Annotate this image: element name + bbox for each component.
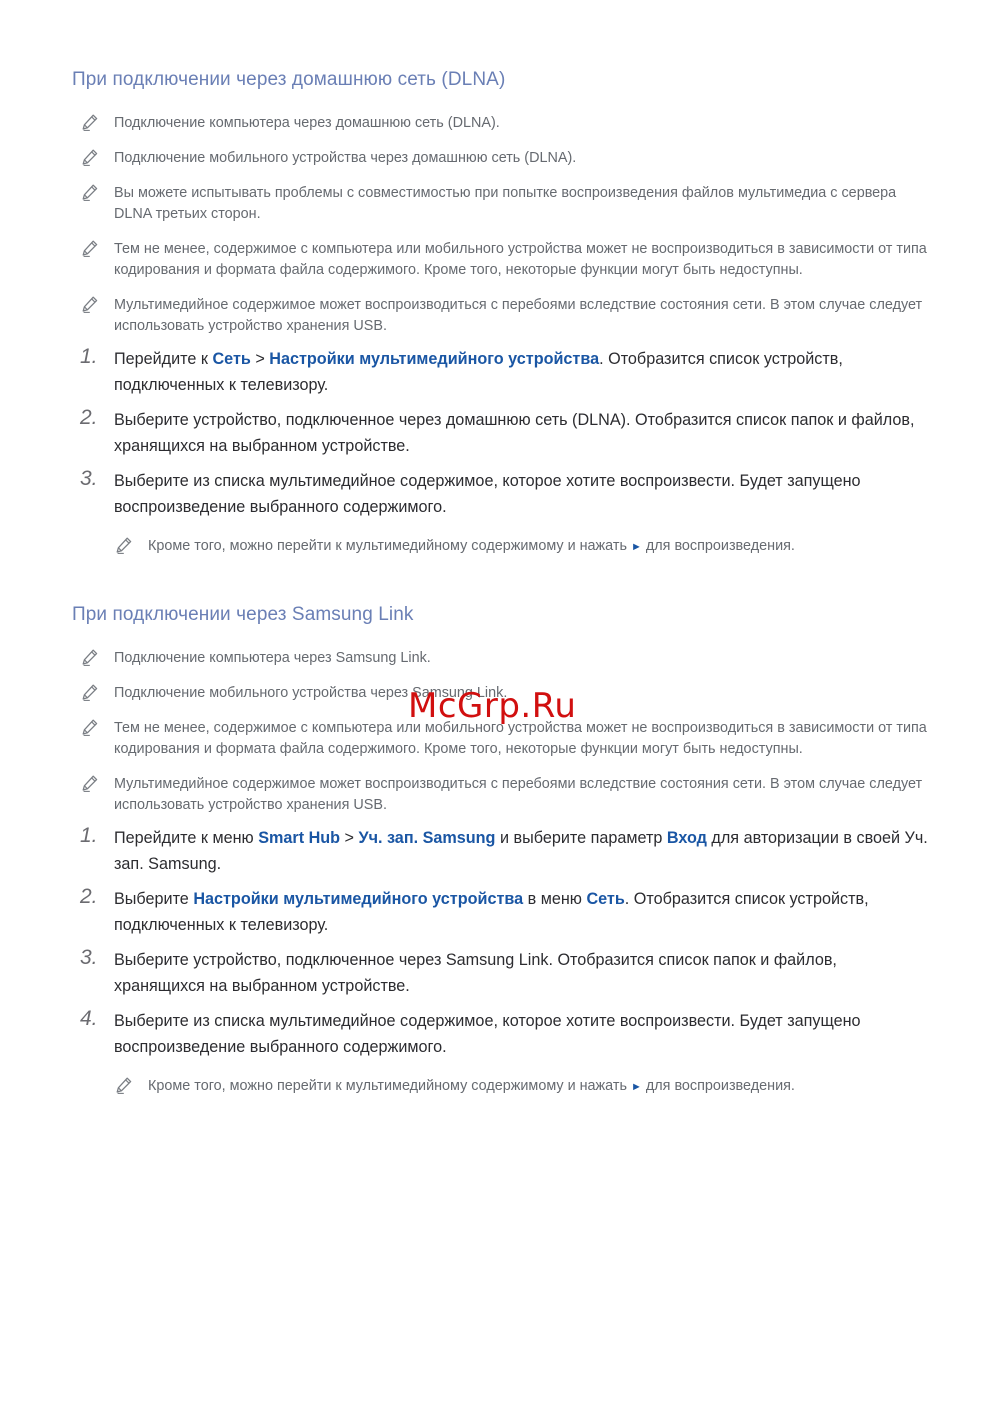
step-text: Выберите устройство, подключенное через домашнюю сеть (DLNA). Отобразится список папок и файлов, хранящихся на выбранном устройстве. bbox=[114, 411, 915, 455]
menu-link-network[interactable]: Сеть bbox=[212, 350, 251, 368]
note-text: Вы можете испытывать проблемы с совместимостью при попытке воспроизведения файлов мультимедиа с сервера DLNA третьих сторон. bbox=[114, 185, 897, 222]
note-item bbox=[80, 774, 930, 816]
step-item bbox=[80, 407, 930, 459]
pencil-icon bbox=[80, 239, 100, 259]
step-text-part: Выберите bbox=[114, 890, 194, 908]
note-text: Подключение компьютера через домашнюю сеть (DLNA). bbox=[114, 115, 500, 131]
note-text: Мультимедийное содержимое может воспроизводиться с перебоями вследствие состояния сети. В этом случае следует использовать устройство хранения USB. bbox=[114, 297, 923, 334]
menu-link-media-device-settings[interactable]: Настройки мультимедийного устройства bbox=[269, 350, 600, 368]
menu-link-smart-hub[interactable]: Smart Hub bbox=[258, 829, 341, 847]
step-text bbox=[114, 886, 930, 938]
pencil-icon bbox=[114, 536, 134, 556]
step-text: Выберите из списка мультимедийное содержимое, которое хотите воспроизвести. Будет запущено воспроизведение выбранного содержимого. bbox=[114, 472, 861, 516]
note-item bbox=[80, 239, 930, 281]
note-text: Тем не менее, содержимое с компьютера или мобильного устройства может не воспроизводиться в зависимости от типа кодирования и формата файла содержимого. Кроме того, некоторые функции могут быть недоступны. bbox=[114, 720, 927, 757]
note-text-part: для воспроизведения. bbox=[641, 538, 795, 554]
step-text-part: . Отобразится список устройств, подключенных к телевизору. bbox=[114, 350, 843, 394]
step-number: 3. bbox=[80, 467, 98, 490]
step-item bbox=[80, 886, 930, 938]
watermark: McGrp.Ru bbox=[408, 686, 577, 726]
pencil-icon bbox=[80, 718, 100, 738]
section-heading-dlna: При подключении через домашнюю сеть (DLNA) bbox=[72, 69, 506, 90]
note-text: Подключение мобильного устройства через Samsung Link. bbox=[114, 685, 508, 701]
play-triangle-icon: ► bbox=[630, 1081, 642, 1093]
pencil-icon bbox=[114, 1076, 134, 1096]
note-text bbox=[148, 1076, 964, 1098]
note-text-part: для воспроизведения. bbox=[641, 1078, 795, 1094]
note-text: Мультимедийное содержимое может воспроизводиться с перебоями вследствие состояния сети. В этом случае следует использовать устройство хранения USB. bbox=[114, 776, 923, 813]
step-number: 4. bbox=[80, 1007, 98, 1030]
step-item bbox=[80, 1008, 930, 1060]
section-heading-samsung-link: При подключении через Samsung Link bbox=[72, 604, 414, 625]
step-number: 1. bbox=[80, 824, 98, 847]
step-text-part: Перейдите к bbox=[114, 350, 213, 368]
menu-link-sign-in[interactable]: Вход bbox=[666, 829, 707, 847]
sub-note-item bbox=[114, 1076, 964, 1098]
menu-link-samsung-account[interactable]: Уч. зап. Samsung bbox=[358, 829, 496, 847]
menu-link-network[interactable]: Сеть bbox=[586, 890, 625, 908]
note-item bbox=[80, 183, 930, 225]
step-number: 3. bbox=[80, 946, 98, 969]
pencil-icon bbox=[80, 683, 100, 703]
step-text: Выберите устройство, подключенное через Samsung Link. Отобразится список папок и файлов, хранящихся на выбранном устройстве. bbox=[114, 951, 837, 995]
note-text: Подключение компьютера через Samsung Link. bbox=[114, 650, 431, 666]
note-text-part: Кроме того, можно перейти к мультимедийному содержимому и нажать bbox=[148, 1078, 631, 1094]
step-item bbox=[80, 468, 930, 520]
step-text: Выберите из списка мультимедийное содержимое, которое хотите воспроизвести. Будет запущено воспроизведение выбранного содержимого. bbox=[114, 1012, 861, 1056]
step-item bbox=[80, 825, 930, 877]
pencil-icon bbox=[80, 774, 100, 794]
note-item bbox=[80, 113, 930, 134]
play-triangle-icon: ► bbox=[630, 541, 642, 553]
step-text bbox=[114, 825, 930, 877]
step-text-part: в меню bbox=[523, 890, 587, 908]
note-item bbox=[80, 148, 930, 169]
step-text-part: Перейдите к меню bbox=[114, 829, 259, 847]
step-item bbox=[80, 947, 930, 999]
step-text-part: . Отобразится список устройств, подключенных к телевизору. bbox=[114, 890, 869, 934]
step-text-part: > bbox=[250, 350, 270, 368]
step-text-part: для авторизации в своей Уч. зап. Samsung. bbox=[114, 829, 928, 873]
step-text-part: и выберите параметр bbox=[495, 829, 667, 847]
note-text-part: Кроме того, можно перейти к мультимедийному содержимому и нажать bbox=[148, 538, 631, 554]
step-number: 1. bbox=[80, 345, 98, 368]
pencil-icon bbox=[80, 113, 100, 133]
step-text-part: > bbox=[340, 829, 359, 847]
pencil-icon bbox=[80, 183, 100, 203]
step-text bbox=[114, 346, 930, 398]
note-text bbox=[148, 536, 964, 558]
note-text: Подключение мобильного устройства через домашнюю сеть (DLNA). bbox=[114, 150, 577, 166]
pencil-icon bbox=[80, 295, 100, 315]
pencil-icon bbox=[80, 148, 100, 168]
note-item bbox=[80, 295, 930, 337]
note-item bbox=[80, 648, 930, 669]
menu-link-media-device-settings[interactable]: Настройки мультимедийного устройства bbox=[193, 890, 524, 908]
step-number: 2. bbox=[80, 885, 98, 908]
sub-note-item bbox=[114, 536, 964, 558]
pencil-icon bbox=[80, 648, 100, 668]
step-number: 2. bbox=[80, 406, 98, 429]
note-text: Тем не менее, содержимое с компьютера или мобильного устройства может не воспроизводиться в зависимости от типа кодирования и формата файла содержимого. Кроме того, некоторые функции могут быть недоступны. bbox=[114, 241, 927, 278]
step-item bbox=[80, 346, 930, 398]
